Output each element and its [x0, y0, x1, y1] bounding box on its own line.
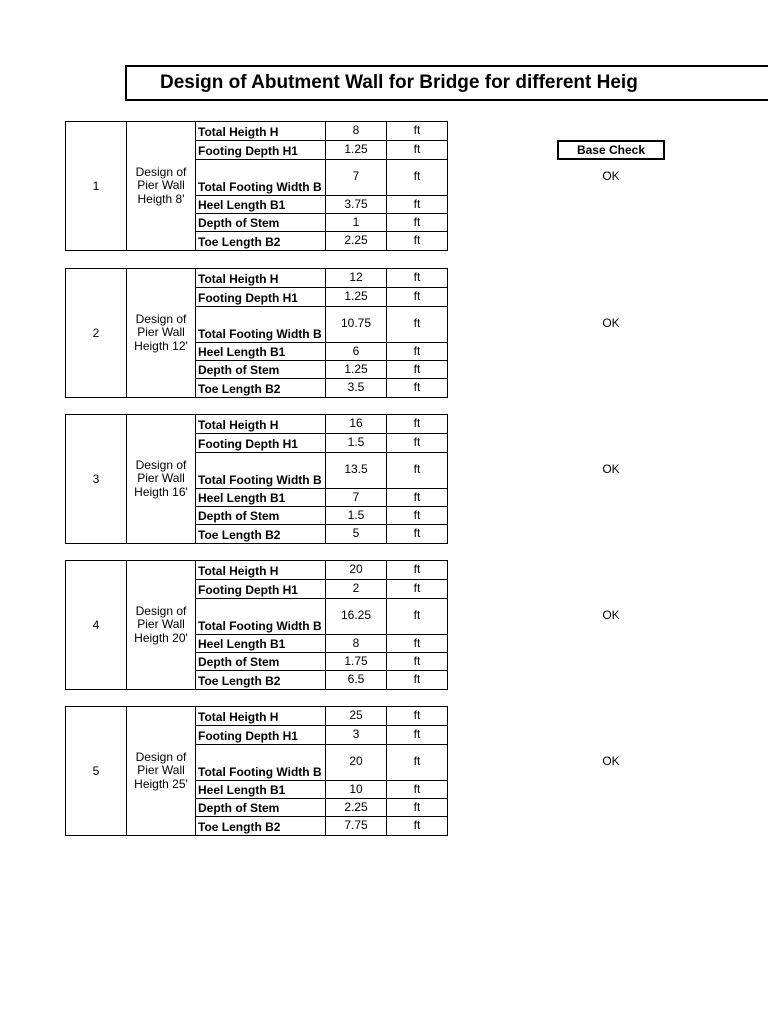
- parameter-value: 20: [325, 560, 387, 580]
- parameter-unit: ft: [386, 360, 448, 379]
- parameter-value: 3: [325, 725, 387, 745]
- parameter-unit: ft: [386, 342, 448, 361]
- design-block: [65, 414, 448, 544]
- parameter-label: Heel Length B1: [195, 488, 326, 507]
- parameter-unit: ft: [386, 195, 448, 214]
- parameter-unit: ft: [386, 506, 448, 525]
- description-line: Heigth 16': [134, 484, 188, 499]
- parameter-label: Total Heigth H: [195, 706, 326, 726]
- base-check-result: OK: [602, 316, 620, 330]
- parameter-label: Depth of Stem: [195, 652, 326, 671]
- parameter-label: Depth of Stem: [195, 506, 326, 525]
- parameter-unit: ft: [386, 598, 448, 635]
- parameter-label: Footing Depth H1: [195, 287, 326, 307]
- parameter-unit: ft: [386, 159, 448, 196]
- description-line: Heigth 20': [134, 630, 188, 645]
- parameter-label: Heel Length B1: [195, 780, 326, 799]
- parameter-label: Total Footing Width B: [195, 744, 326, 781]
- parameter-label: Total Heigth H: [195, 560, 326, 580]
- block-description: [126, 706, 196, 836]
- parameter-value: 6: [325, 342, 387, 361]
- description-line: Pier Wall: [137, 617, 185, 632]
- parameter-unit: ft: [386, 414, 448, 434]
- design-block: [65, 560, 448, 690]
- parameter-label: Depth of Stem: [195, 798, 326, 817]
- block-number: 4: [65, 560, 127, 690]
- parameter-value: 1.25: [325, 360, 387, 379]
- description-line: Design of: [135, 457, 187, 472]
- parameter-value: 7: [325, 488, 387, 507]
- parameter-unit: ft: [386, 213, 448, 232]
- parameter-unit: ft: [386, 744, 448, 781]
- block-description: [126, 121, 196, 251]
- parameter-value: 25: [325, 706, 387, 726]
- parameter-label: Heel Length B1: [195, 634, 326, 653]
- block-number: 1: [65, 121, 127, 251]
- parameter-value: 10: [325, 780, 387, 799]
- parameter-value: 6.5: [325, 670, 387, 690]
- description-line: Heigth 8': [137, 191, 185, 206]
- parameter-value: 13.5: [325, 452, 387, 489]
- parameter-label: Heel Length B1: [195, 342, 326, 361]
- description-line: Heigth 12': [134, 338, 188, 353]
- parameter-unit: ft: [386, 780, 448, 799]
- parameter-label: Toe Length B2: [195, 378, 326, 398]
- parameter-value: 1: [325, 213, 387, 232]
- parameter-label: Heel Length B1: [195, 195, 326, 214]
- parameter-value: 7: [325, 159, 387, 196]
- parameter-label: Toe Length B2: [195, 670, 326, 690]
- parameter-value: 7.75: [325, 816, 387, 836]
- base-check-result: OK: [602, 754, 620, 768]
- parameter-unit: ft: [386, 816, 448, 836]
- parameter-label: Depth of Stem: [195, 360, 326, 379]
- parameter-value: 8: [325, 634, 387, 653]
- parameter-unit: ft: [386, 652, 448, 671]
- parameter-value: 1.25: [325, 140, 387, 160]
- parameter-unit: ft: [386, 140, 448, 160]
- parameter-value: 1.25: [325, 287, 387, 307]
- parameter-value: 16.25: [325, 598, 387, 635]
- parameter-label: Footing Depth H1: [195, 140, 326, 160]
- parameter-unit: ft: [386, 725, 448, 745]
- design-block: [65, 706, 448, 836]
- parameter-label: Toe Length B2: [195, 231, 326, 251]
- parameter-value: 10.75: [325, 306, 387, 343]
- parameter-value: 1.5: [325, 433, 387, 453]
- parameter-unit: ft: [386, 378, 448, 398]
- block-description: [126, 268, 196, 398]
- design-block: [65, 268, 448, 398]
- parameter-label: Total Footing Width B: [195, 598, 326, 635]
- sheet-title: Design of Abutment Wall for Bridge for different Heig: [125, 65, 768, 101]
- parameter-label: Depth of Stem: [195, 213, 326, 232]
- parameter-unit: ft: [386, 306, 448, 343]
- description-line: Design of: [135, 749, 187, 764]
- parameter-value: 2: [325, 579, 387, 599]
- parameter-unit: ft: [386, 706, 448, 726]
- description-line: Heigth 25': [134, 776, 188, 791]
- parameter-unit: ft: [386, 634, 448, 653]
- parameter-label: Footing Depth H1: [195, 433, 326, 453]
- description-line: Pier Wall: [137, 325, 185, 340]
- parameter-value: 2.25: [325, 231, 387, 251]
- base-check-result: OK: [602, 462, 620, 476]
- parameter-label: Total Footing Width B: [195, 306, 326, 343]
- description-line: Pier Wall: [137, 471, 185, 486]
- parameter-value: 2.25: [325, 798, 387, 817]
- parameter-value: 3.75: [325, 195, 387, 214]
- parameter-unit: ft: [386, 452, 448, 489]
- block-description: [126, 560, 196, 690]
- description-line: Design of: [135, 311, 187, 326]
- parameter-value: 1.5: [325, 506, 387, 525]
- parameter-value: 20: [325, 744, 387, 781]
- parameter-unit: ft: [386, 121, 448, 141]
- description-line: Pier Wall: [137, 178, 185, 193]
- parameter-label: Total Heigth H: [195, 268, 326, 288]
- description-line: Design of: [135, 164, 187, 179]
- base-check-result: OK: [602, 608, 620, 622]
- parameter-label: Toe Length B2: [195, 524, 326, 544]
- parameter-label: Total Heigth H: [195, 414, 326, 434]
- block-number: 2: [65, 268, 127, 398]
- parameter-unit: ft: [386, 268, 448, 288]
- parameter-unit: ft: [386, 560, 448, 580]
- parameter-value: 5: [325, 524, 387, 544]
- parameter-label: Total Footing Width B: [195, 452, 326, 489]
- parameter-value: 1.75: [325, 652, 387, 671]
- block-number: 5: [65, 706, 127, 836]
- base-check-result: OK: [602, 169, 620, 183]
- parameter-label: Total Footing Width B: [195, 159, 326, 196]
- base-check-header: Base Check: [557, 140, 665, 160]
- parameter-unit: ft: [386, 433, 448, 453]
- parameter-unit: ft: [386, 579, 448, 599]
- description-line: Pier Wall: [137, 763, 185, 778]
- parameter-unit: ft: [386, 524, 448, 544]
- parameter-unit: ft: [386, 670, 448, 690]
- parameter-label: Footing Depth H1: [195, 725, 326, 745]
- description-line: Design of: [135, 603, 187, 618]
- parameter-value: 12: [325, 268, 387, 288]
- block-description: [126, 414, 196, 544]
- design-block: [65, 121, 448, 251]
- parameter-unit: ft: [386, 287, 448, 307]
- parameter-unit: ft: [386, 488, 448, 507]
- parameter-value: 3.5: [325, 378, 387, 398]
- block-number: 3: [65, 414, 127, 544]
- parameter-label: Total Heigth H: [195, 121, 326, 141]
- parameter-unit: ft: [386, 231, 448, 251]
- parameter-value: 8: [325, 121, 387, 141]
- parameter-label: Toe Length B2: [195, 816, 326, 836]
- parameter-value: 16: [325, 414, 387, 434]
- parameter-unit: ft: [386, 798, 448, 817]
- parameter-label: Footing Depth H1: [195, 579, 326, 599]
